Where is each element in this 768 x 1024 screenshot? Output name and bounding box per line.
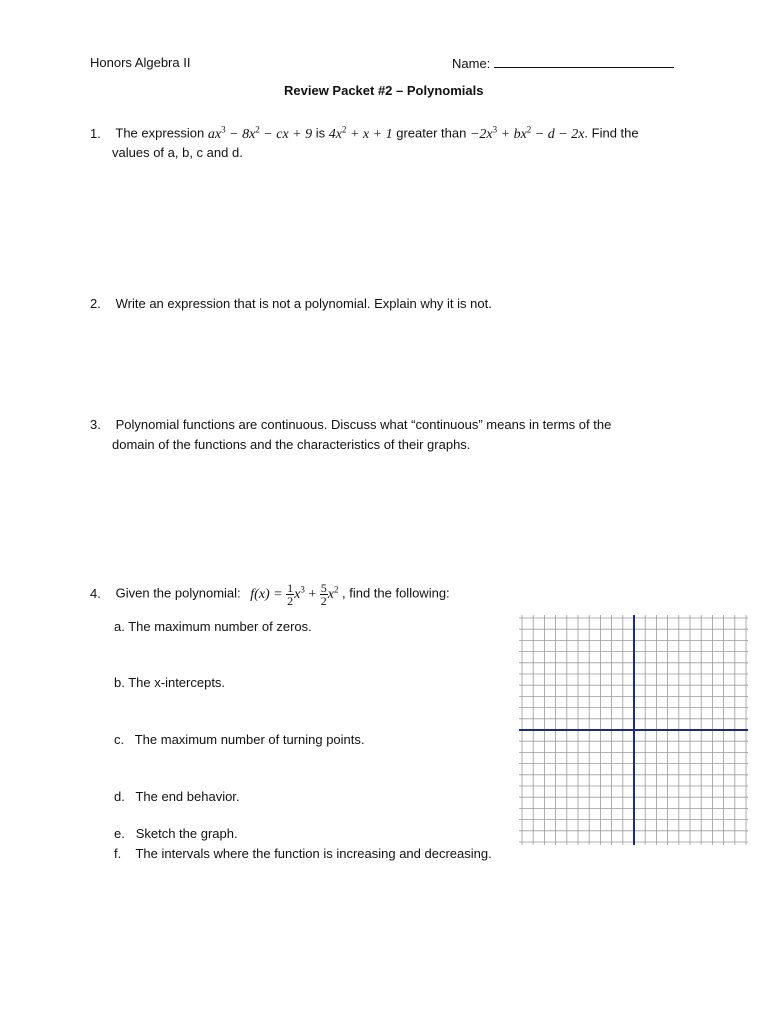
part-d: d. The end behavior. <box>114 789 240 804</box>
question-number: 1. <box>90 125 101 141</box>
question-4 <box>90 582 450 607</box>
course-title: Honors Algebra II <box>90 55 191 70</box>
question-text: . Find the <box>584 125 639 141</box>
question-3 <box>90 417 611 432</box>
question-number: 3. <box>90 417 101 432</box>
question-text: is <box>315 125 326 141</box>
part-b: b. The x-intercepts. <box>114 675 226 690</box>
name-label: Name: <box>452 56 491 71</box>
part-f: f. The intervals where the function is increasing and decreasing. <box>114 846 492 861</box>
name-field[interactable] <box>452 55 674 71</box>
question-text: Given the polynomial: <box>115 585 241 601</box>
part-a: a. The maximum number of zeros. <box>114 619 312 634</box>
page-title: Review Packet #2 – Polynomials <box>284 83 484 98</box>
expression-2: $4x^2 + x + 1$ <box>328 124 393 142</box>
question-2 <box>90 296 492 311</box>
question-text: Write an expression that is not a polynomial. Explain why it is not. <box>115 296 492 311</box>
question-3-line-2: domain of the functions and the characteristics of their graphs. <box>112 437 471 452</box>
question-1-line-2: values of a, b, c and d. <box>112 145 243 160</box>
question-text: The expression <box>115 125 205 141</box>
expression-1: $ax^3 - 8x^2$ − cx + 9 <box>207 124 313 142</box>
part-c: c. The maximum number of turning points. <box>114 732 365 747</box>
polynomial-expression: f(x) = $\frac{1}{2}$ $x^3$ + $\frac{5}{2}$ $x^2$ <box>250 581 339 608</box>
question-text: Polynomial functions are continuous. Discuss what “continuous” means in terms of the <box>115 417 612 432</box>
name-blank[interactable] <box>494 55 674 68</box>
question-text: greater than <box>396 125 467 141</box>
part-e: e. Sketch the graph. <box>114 826 238 841</box>
question-1 <box>90 124 639 143</box>
coordinate-grid[interactable] <box>518 614 748 854</box>
expression-3: $-2x^3 + bx^2 - d - 2x$ <box>469 124 585 142</box>
question-text: , find the following: <box>341 585 450 601</box>
question-number: 4. <box>90 585 101 601</box>
question-number: 2. <box>90 296 101 311</box>
